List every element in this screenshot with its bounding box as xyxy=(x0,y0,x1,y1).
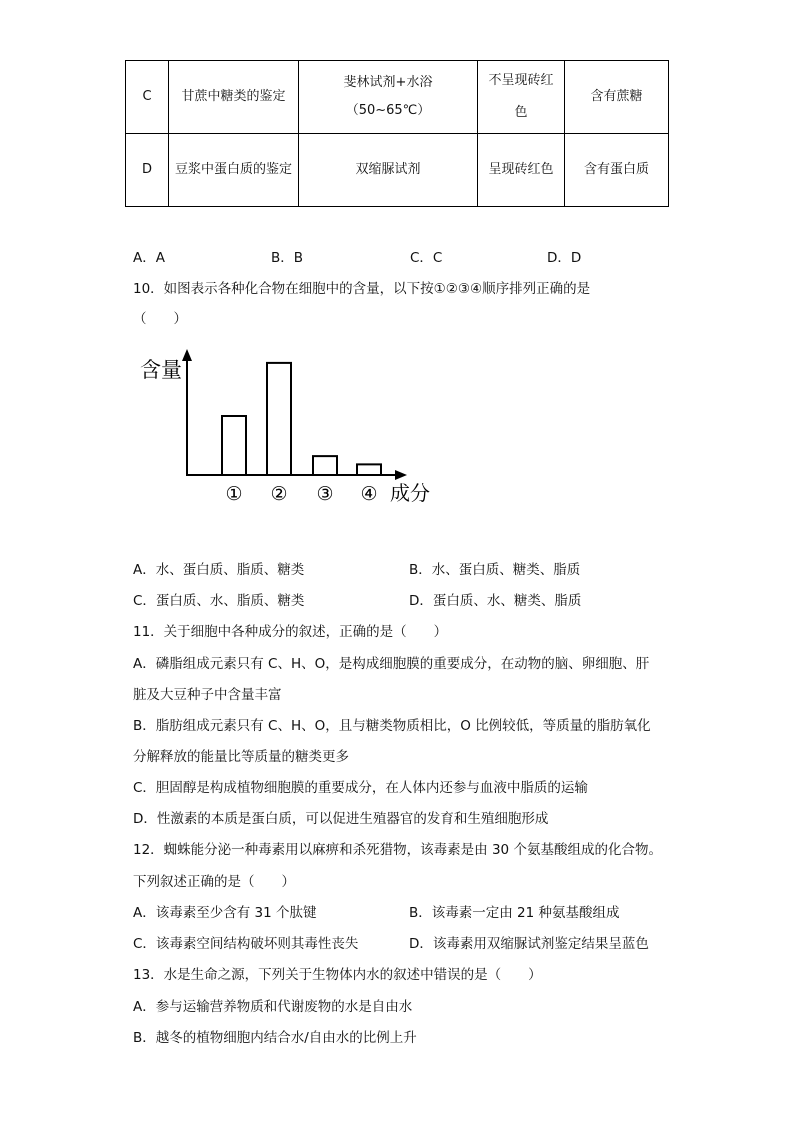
cell-phenomenon: 呈现砖红色 xyxy=(478,134,565,207)
q10-stem: 10．如图表示各种化合物在细胞中的含量，以下按①②③④顺序排列正确的是 xyxy=(133,281,591,297)
x-axis-label: 成分 xyxy=(390,481,430,505)
category-labels xyxy=(225,483,377,505)
y-axis-arrow xyxy=(182,349,192,361)
category-label-1: ① xyxy=(225,483,243,505)
experiment-table xyxy=(125,60,669,207)
q13-stem: 13．水是生命之源，下列关于生物体内水的叙述中错误的是（ ） xyxy=(133,967,542,983)
q9-option-d[interactable]: D．D xyxy=(547,250,582,266)
q11-option-b-cont: 分解释放的能量比等质量的糖类更多 xyxy=(133,749,349,765)
bars-group xyxy=(222,363,381,475)
q12-option-b[interactable]: B．该毒素一定由 21 种氨基酸组成 xyxy=(409,905,620,921)
q10-option-d[interactable]: D．蛋白质、水、糖类、脂质 xyxy=(409,593,582,609)
q9-option-c[interactable]: C．C xyxy=(410,250,443,266)
cell-material: 甘蔗中糖类的鉴定 xyxy=(169,61,299,134)
bar-4 xyxy=(357,464,381,475)
category-label-4: ④ xyxy=(360,483,378,505)
q12-option-d[interactable]: D．该毒素用双缩脲试剂鉴定结果呈蓝色 xyxy=(409,936,649,952)
q11-option-d[interactable]: D．性激素的本质是蛋白质，可以促进生殖器官的发育和生殖细胞形成 xyxy=(133,811,549,827)
cell-reagent: 斐林试剂+水浴（50~65℃） xyxy=(299,61,478,134)
bar-2 xyxy=(267,363,291,475)
q11-stem: 11．关于细胞中各种成分的叙述，正确的是（ ） xyxy=(133,624,448,640)
q11-option-a-cont: 脏及大豆种子中含量丰富 xyxy=(133,687,282,703)
q12-option-a[interactable]: A．该毒素至少含有 31 个肽键 xyxy=(133,905,317,921)
q11-option-a[interactable]: A．磷脂组成元素只有 C、H、O，是构成细胞膜的重要成分，在动物的脑、卵细胞、肝 xyxy=(133,656,650,672)
cell-conclusion: 含有蛋白质 xyxy=(565,134,669,207)
bar-1 xyxy=(222,416,246,475)
q13-option-a[interactable]: A．参与运输营养物质和代谢废物的水是自由水 xyxy=(133,999,413,1015)
q11-option-c[interactable]: C．胆固醇是构成植物细胞膜的重要成分，在人体内还参与血液中脂质的运输 xyxy=(133,780,588,796)
bar-3 xyxy=(313,456,337,475)
q10-option-c[interactable]: C．蛋白质、水、脂质、糖类 xyxy=(133,593,305,609)
q10-option-b[interactable]: B．水、蛋白质、糖类、脂质 xyxy=(409,562,581,578)
cell-option: C xyxy=(126,61,169,134)
q12-stem-line1: 12．蜘蛛能分泌一种毒素用以麻痹和杀死猎物，该毒素是由 30 个氨基酸组成的化合物。 xyxy=(133,842,662,858)
cell-reagent: 双缩脲试剂 xyxy=(299,134,478,207)
q12-option-c[interactable]: C．该毒素空间结构破坏则其毒性丧失 xyxy=(133,936,359,952)
q11-option-b[interactable]: B．脂肪组成元素只有 C、H、O，且与糖类物质相比，O 比例较低，等质量的脂肪氧化 xyxy=(133,718,651,734)
cell-material: 豆浆中蛋白质的鉴定 xyxy=(169,134,299,207)
table-row xyxy=(126,134,669,207)
q9-option-a[interactable]: A．A xyxy=(133,250,165,266)
y-axis-label: 含量 xyxy=(140,358,182,382)
q10-option-a[interactable]: A．水、蛋白质、脂质、糖类 xyxy=(133,562,305,578)
cell-phenomenon: 不呈现砖红色 xyxy=(478,61,565,134)
cell-option: D xyxy=(126,134,169,207)
table-row xyxy=(126,61,669,134)
q13-option-b[interactable]: B．越冬的植物细胞内结合水/自由水的比例上升 xyxy=(133,1030,417,1046)
q10-answer-paren: （ ） xyxy=(133,311,187,327)
q9-option-b[interactable]: B．B xyxy=(271,250,304,266)
cell-conclusion: 含有蔗糖 xyxy=(565,61,669,134)
category-label-2: ② xyxy=(270,483,288,505)
q12-stem-line2: 下列叙述正确的是（ ） xyxy=(133,874,295,890)
q10-bar-chart xyxy=(135,345,435,520)
x-axis-arrow xyxy=(395,470,407,480)
category-label-3: ③ xyxy=(316,483,334,505)
